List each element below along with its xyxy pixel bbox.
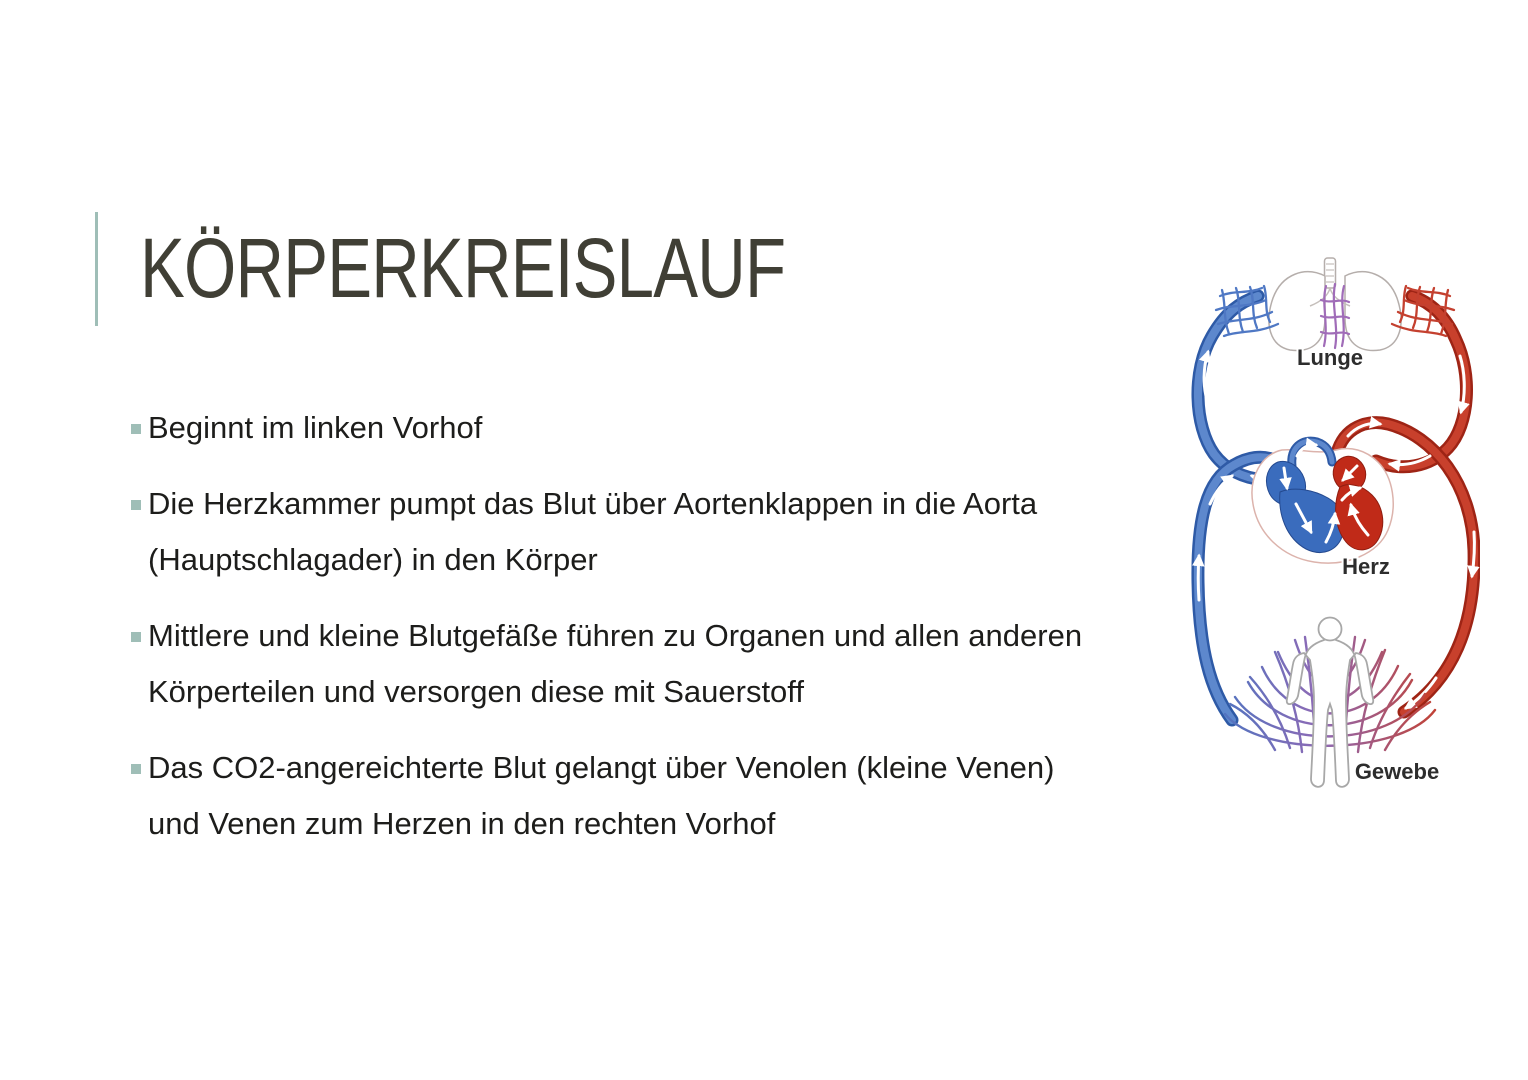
bullet-item <box>148 740 1083 852</box>
bullet-item <box>148 608 1083 720</box>
label-lungs: Lunge <box>1297 345 1363 370</box>
bullet-text: Mittlere und kleine Blutgefäße führen zu Organen und allen anderen Körperteilen und versorgen diese mit Sauerstoff <box>148 618 1083 709</box>
title-accent-bar <box>95 212 98 326</box>
bullet-text: Das CO2-angereichterte Blut gelangt über Venolen (kleine Venen) und Venen zum Herzen in den rechten Vorhof <box>148 750 1055 841</box>
bullet-list <box>148 400 1083 872</box>
bullet-text: Die Herzkammer pumpt das Blut über Aortenklappen in die Aorta (Hauptschlagader) in den Körper <box>148 486 1038 577</box>
bullet-square-icon <box>131 500 141 510</box>
circulation-diagram-svg <box>1190 252 1480 804</box>
bullet-text: Beginnt im linken Vorhof <box>148 410 483 445</box>
circulation-diagram <box>1190 252 1480 804</box>
slide-title: KÖRPERKREISLAUF <box>140 221 786 315</box>
bullet-square-icon <box>131 424 141 434</box>
bullet-item <box>148 476 1083 588</box>
bullet-square-icon <box>131 632 141 642</box>
heart-illustration <box>1252 441 1393 563</box>
bullet-item <box>148 400 1083 456</box>
label-tissue: Gewebe <box>1354 759 1440 784</box>
bullet-square-icon <box>131 764 141 774</box>
label-heart: Herz <box>1342 554 1390 579</box>
